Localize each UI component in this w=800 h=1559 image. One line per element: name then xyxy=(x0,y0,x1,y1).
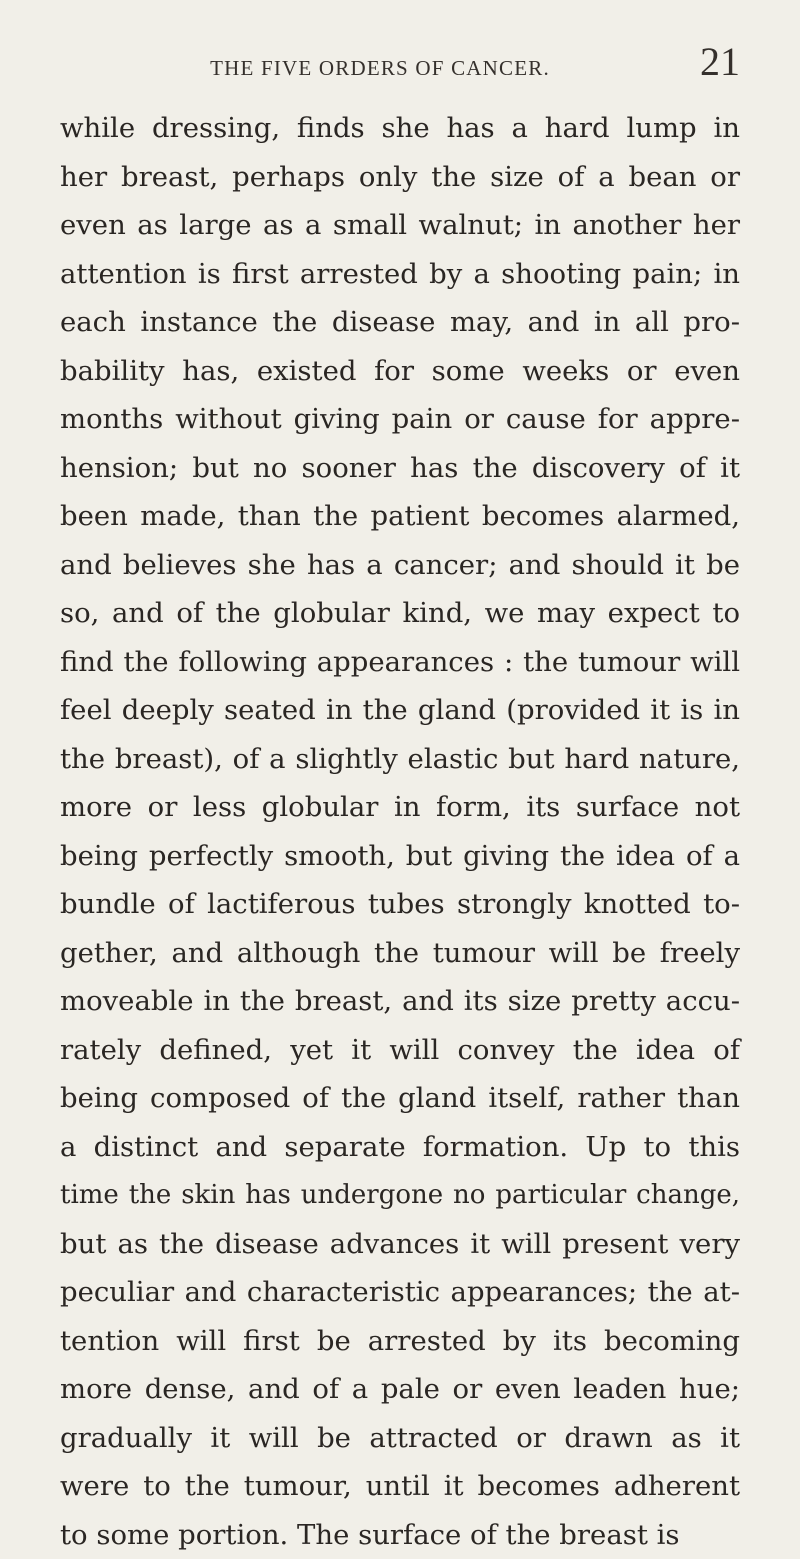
text-line: find the following appearances : the tumour will xyxy=(60,638,740,687)
body-text xyxy=(60,104,740,1559)
text-line: being composed of the gland itself, rather than xyxy=(60,1074,740,1123)
text-line: bundle of lactiferous tubes strongly knotted to- xyxy=(60,880,740,929)
text-line: being perfectly smooth, but giving the idea of a xyxy=(60,832,740,881)
text-line: attention is first arrested by a shooting pain; in xyxy=(60,250,740,299)
text-line: more or less globular in form, its surface not xyxy=(60,783,740,832)
text-line: were to the tumour, until it becomes adherent xyxy=(60,1462,740,1511)
text-line: to some portion. The surface of the breast is xyxy=(60,1511,740,1559)
text-line: been made, than the patient becomes alarmed, xyxy=(60,492,740,541)
text-line: a distinct and separate formation. Up to this xyxy=(60,1123,740,1172)
text-line: so, and of the globular kind, we may expect to xyxy=(60,589,740,638)
text-line: hension; but no sooner has the discovery of it xyxy=(60,444,740,493)
text-line: time the skin has undergone no particular change, xyxy=(60,1171,740,1220)
text-line: more dense, and of a pale or even leaden hue; xyxy=(60,1365,740,1414)
text-line: moveable in the breast, and its size pretty accu- xyxy=(60,977,740,1026)
text-line: her breast, perhaps only the size of a bean or xyxy=(60,153,740,202)
text-line: feel deeply seated in the gland (provided it is in xyxy=(60,686,740,735)
text-line: months without giving pain or cause for appre- xyxy=(60,395,740,444)
text-line: each instance the disease may, and in all pro- xyxy=(60,298,740,347)
text-line: gradually it will be attracted or drawn as it xyxy=(60,1414,740,1463)
text-line: tention will first be arrested by its becoming xyxy=(60,1317,740,1366)
running-head: THE FIVE ORDERS OF CANCER. xyxy=(200,56,560,81)
text-line: and believes she has a cancer; and should it be xyxy=(60,541,740,590)
text-line: gether, and although the tumour will be freely xyxy=(60,929,740,978)
page-number: 21 xyxy=(700,38,740,85)
text-line: even as large as a small walnut; in another her xyxy=(60,201,740,250)
text-line: peculiar and characteristic appearances; the at- xyxy=(60,1268,740,1317)
text-line: bability has, existed for some weeks or even xyxy=(60,347,740,396)
text-line: while dressing, finds she has a hard lump in xyxy=(60,104,740,153)
text-line: rately defined, yet it will convey the idea of xyxy=(60,1026,740,1075)
text-line: but as the disease advances it will present very xyxy=(60,1220,740,1269)
text-line: the breast), of a slightly elastic but hard nature, xyxy=(60,735,740,784)
